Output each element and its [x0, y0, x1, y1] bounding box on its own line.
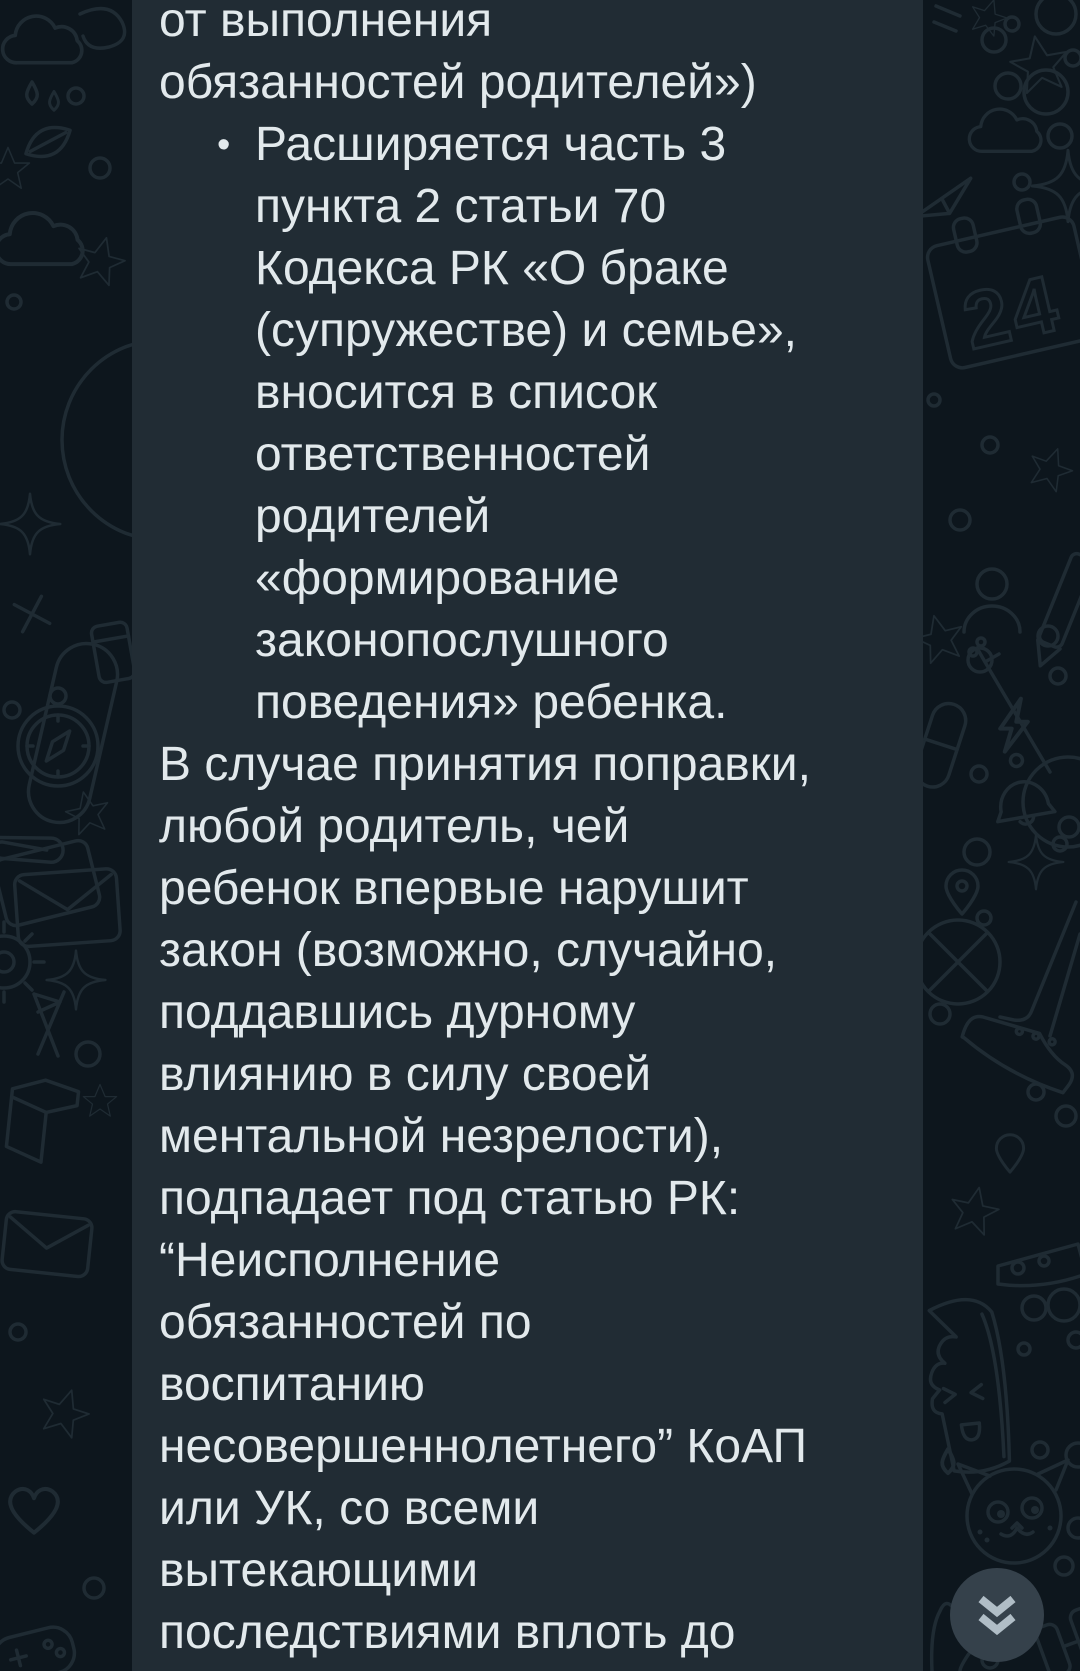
message-line: ребенок впервые нарушит — [159, 862, 749, 915]
message-line: любой родитель, чей — [159, 800, 630, 853]
message-line: ментальной незрелости), — [159, 1110, 724, 1163]
message-line: обязанностей родителей») — [159, 56, 757, 109]
message-line: ответственностей — [255, 428, 651, 481]
message-line: пункта 2 статьи 70 — [255, 180, 667, 233]
message-line: закон (возможно, случайно, — [159, 924, 778, 977]
message-text — [159, 0, 905, 1664]
message-line: Кодекса РК «О браке — [255, 242, 729, 295]
message-line: подпадает под статью РК: — [159, 1172, 741, 1225]
bullet-marker: • — [217, 124, 231, 166]
message-line: В случае принятия поправки, — [159, 738, 811, 791]
scroll-to-bottom-button[interactable] — [950, 1568, 1044, 1662]
message-line: вытекающими — [159, 1544, 479, 1597]
message-line: поведения» ребенка. — [255, 676, 728, 729]
message-line: «формирование — [255, 552, 620, 605]
toast-character-doodle — [922, 1296, 1014, 1475]
message-line: обязанностей по — [159, 1296, 532, 1349]
message-line: Расширяется часть 3 — [255, 118, 727, 171]
message-line: поддавшись дурному — [159, 986, 636, 1039]
message-segment-plain — [159, 734, 905, 1664]
message-segment-bullet — [159, 114, 905, 734]
double-chevron-down-icon — [974, 1594, 1020, 1636]
message-line: вносится в список — [255, 366, 658, 419]
message-line: (супружестве) и семье», — [255, 304, 798, 357]
wallpaper-doodles-right — [910, 0, 1080, 1671]
message-line: родителей — [255, 490, 491, 543]
message-line: “Неисполнение — [159, 1234, 501, 1287]
cat-doodle — [958, 1460, 1068, 1563]
message-line: от выполнения — [159, 0, 493, 47]
message-line: или УК, со всеми — [159, 1482, 540, 1535]
calendar-doodle-text: 24 — [954, 257, 1070, 367]
message-line: несовершеннолетнего” КоАП — [159, 1420, 808, 1473]
message-line: последствиями вплоть до — [159, 1606, 736, 1659]
message-line: влиянию в силу своей — [159, 1048, 652, 1101]
message-line: воспитанию — [159, 1358, 425, 1411]
incoming-message-bubble[interactable] — [132, 0, 923, 1671]
message-segment-plain — [159, 0, 905, 114]
message-line: законопослушного — [255, 614, 669, 667]
